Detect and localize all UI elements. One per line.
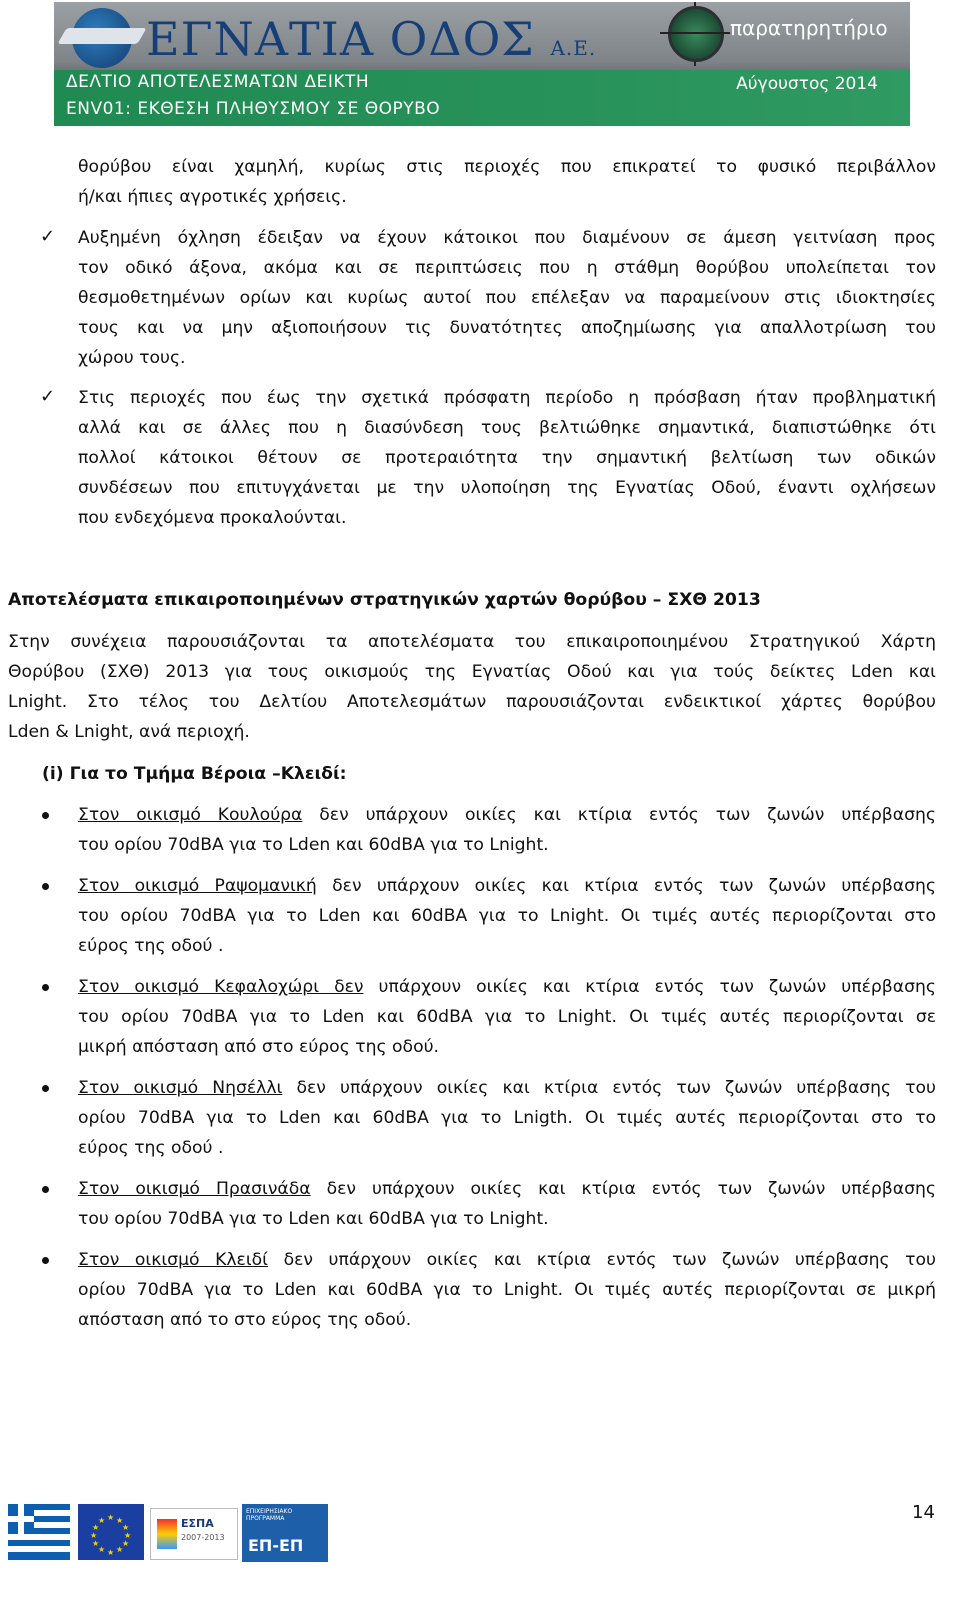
company-logo-text: ΕΓΝΑΤΙΑ ΟΔΟΣ Α.Ε. [146,12,597,66]
check-item-line: συνδέσεων που επιτυγχάνεται με την υλοποίηση της Εγνατίας Οδού, έναντι οχλήσεων [78,478,936,498]
bullet-dot-icon [42,984,49,991]
check-item-line: πολλοί κάτοικοι θέτουν σε προτεραιότητα την σημαντική βελτίωση των οδικών [78,448,936,468]
bullet-line: εύρος της οδού . [78,936,224,956]
epep-logo: ΕΠΙΧΕΙΡΗΣΙΑΚΟ ΠΡΟΓΡΑΜΜΑ ΕΠ-ΕΠ [242,1504,328,1562]
section-paragraph-line: Στην συνέχεια παρουσιάζονται τα αποτελέσματα του επικαιροποιημένου Στρατηγικού Χάρτη [8,632,936,652]
subsection-heading: (i) Για το Τμήμα Βέροια –Κλειδί: [42,764,347,784]
bullet-line: του ορίου 70dBA για το Lden και 60dBA για το Lnight. Οι τιμές αυτές περιορίζονται σε [78,1007,936,1027]
settlement-link[interactable]: Στον οικισμό Ραψομανική [78,876,317,896]
check-item-line: Αυξημένη όχληση έδειξαν να έχουν κάτοικοι που διαμένουν σε άμεση γειτνίαση προς [78,228,936,248]
header-banner [54,2,910,126]
logo-wing-shape [57,28,146,44]
section-paragraph-line: Θορύβου (ΣΧΘ) 2013 για τους οικισμούς της Εγνατίας Οδού και για τούς δείκτες Lden και [8,662,936,682]
check-item-line: θεσμοθετημένων ορίων και κυρίως αυτοί που επέλεξαν να παραμείνουν στις ιδιοκτησίες [78,288,936,308]
intro-line: θορύβου είναι χαμηλή, κυρίως στις περιοχές που επικρατεί το φυσικό περιβάλλον [78,157,936,177]
bullet-line: ορίου 70dBA για το Lden και 60dBA για το Lnigth. Οι τιμές αυτές περιορίζονται στο το [78,1108,936,1128]
bullet-line: ορίου 70dBA για το Lden και 60dBA για το Lnight. Οι τιμές αυτές περιορίζονται σε μικρή [78,1280,936,1300]
bullet-line: μικρή απόσταση από στο εύρος της οδού. [78,1037,439,1057]
bullet-line: του ορίου 70dBA για το Lden και 60dBA για το Lnight. [78,835,549,855]
bullet-dot-icon [42,1085,49,1092]
checkmark-icon: ✓ [40,226,56,247]
check-item-line: τον οδικό άξονα, ακόμα και σε περιπτώσεις που η στάθμη θορύβου υπολείπεται τον [78,258,936,278]
check-item-line: Στις περιοχές που έως την σχετικά πρόσφατη περίοδο η πρόσβαση ήταν προβληματική [78,388,936,408]
settlement-link[interactable]: Στον οικισμό Κουλούρα [78,805,303,825]
bullet-first-line: Στον οικισμό Ραψομανική δεν υπάρχουν οικίες και κτίρια εντός των ζωνών υπέρβασης [78,876,936,896]
bullet-first-line: Στον οικισμό Κεφαλοχώρι δεν υπάρχουν οικίες και κτίρια εντός των ζωνών υπέρβασης [78,977,936,997]
bullet-dot-icon [42,812,49,819]
bullet-dot-icon [42,1257,49,1264]
section-paragraph-line: Lnight. Στο τέλος του Δελτίου Αποτελεσμάτων παρουσιάζονται ενδεικτικοί χάρτες θορύβου [8,692,936,712]
bullet-line: απόσταση από το στο εύρος της οδού. [78,1310,412,1330]
bullet-first-line: Στον οικισμό Νησέλλι δεν υπάρχουν οικίες και κτίρια εντός των ζωνών υπέρβασης του [78,1078,937,1098]
settlement-link[interactable]: Στον οικισμό Κεφαλοχώρι δεν [78,977,364,997]
check-item-line: χώρου τους. [78,348,186,368]
bulletin-subtitle: ENV01: ΕΚΘΕΣΗ ΠΛΗΘΥΣΜΟΥ ΣΕ ΘΟΡΥΒΟ [66,99,441,119]
bullet-dot-icon [42,1186,49,1193]
section-paragraph-line: Lden & Lnight, ανά περιοχή. [8,722,250,742]
greek-flag-icon [8,1504,70,1560]
bullet-line: εύρος της οδού . [78,1138,224,1158]
settlement-link[interactable]: Στον οικισμό Πρασινάδα [78,1179,311,1199]
page-number: 14 [912,1502,935,1523]
check-item-line: αλλά και σε άλλες που η διασύνδεση τους βελτιώθηκε σημαντικά, διαπιστώθηκε ότι [78,418,936,438]
bulletin-date: Αύγουστος 2014 [736,74,878,94]
bullet-first-line: Στον οικισμό Κουλούρα δεν υπάρχουν οικίες και κτίρια εντός των ζωνών υπέρβασης [78,805,936,825]
bullet-first-line: Στον οικισμό Κλειδί δεν υπάρχουν οικίες και κτίρια εντός των ζωνών υπέρβασης του [78,1250,936,1270]
observatory-label: παρατηρητήριο [730,16,888,40]
bullet-line: του ορίου 70dBA για το Lden και 60dBA για το Lnight. [78,1209,549,1229]
observatory-crosshair-h [660,32,730,34]
intro-line: ή/και ήπιες αγροτικές χρήσεις. [78,187,347,207]
bulletin-title: ΔΕΛΤΙΟ ΑΠΟΤΕΛΕΣΜΑΤΩΝ ΔΕΙΚΤΗ [66,72,370,92]
bullet-line: του ορίου 70dBA για το Lden και 60dBA για το Lnight. Οι τιμές αυτές περιορίζονται στο [78,906,936,926]
bullet-dot-icon [42,883,49,890]
check-item-line: τους και να μην αξιοποιήσουν τις δυνατότητες αποζημίωσης για απαλλοτρίωση του [78,318,936,338]
espa-logo: ΕΣΠΑ 2007-2013 [150,1508,238,1560]
check-item-line: που ενδεχόμενα προκαλούνται. [78,508,347,528]
observatory-globe-icon [668,6,724,62]
bullet-first-line: Στον οικισμό Πρασινάδα δεν υπάρχουν οικίες και κτίρια εντός των ζωνών υπέρβασης [78,1179,936,1199]
settlement-link[interactable]: Στον οικισμό Κλειδί [78,1250,268,1270]
section-heading: Αποτελέσματα επικαιροποιημένων στρατηγικών χαρτών θορύβου – ΣΧΘ 2013 [8,590,761,610]
eu-flag-icon: ★ ★ ★ ★ ★ ★ ★ ★ ★ ★ ★ ★ [78,1504,144,1560]
settlement-link[interactable]: Στον οικισμό Νησέλλι [78,1078,283,1098]
checkmark-icon: ✓ [40,386,56,407]
